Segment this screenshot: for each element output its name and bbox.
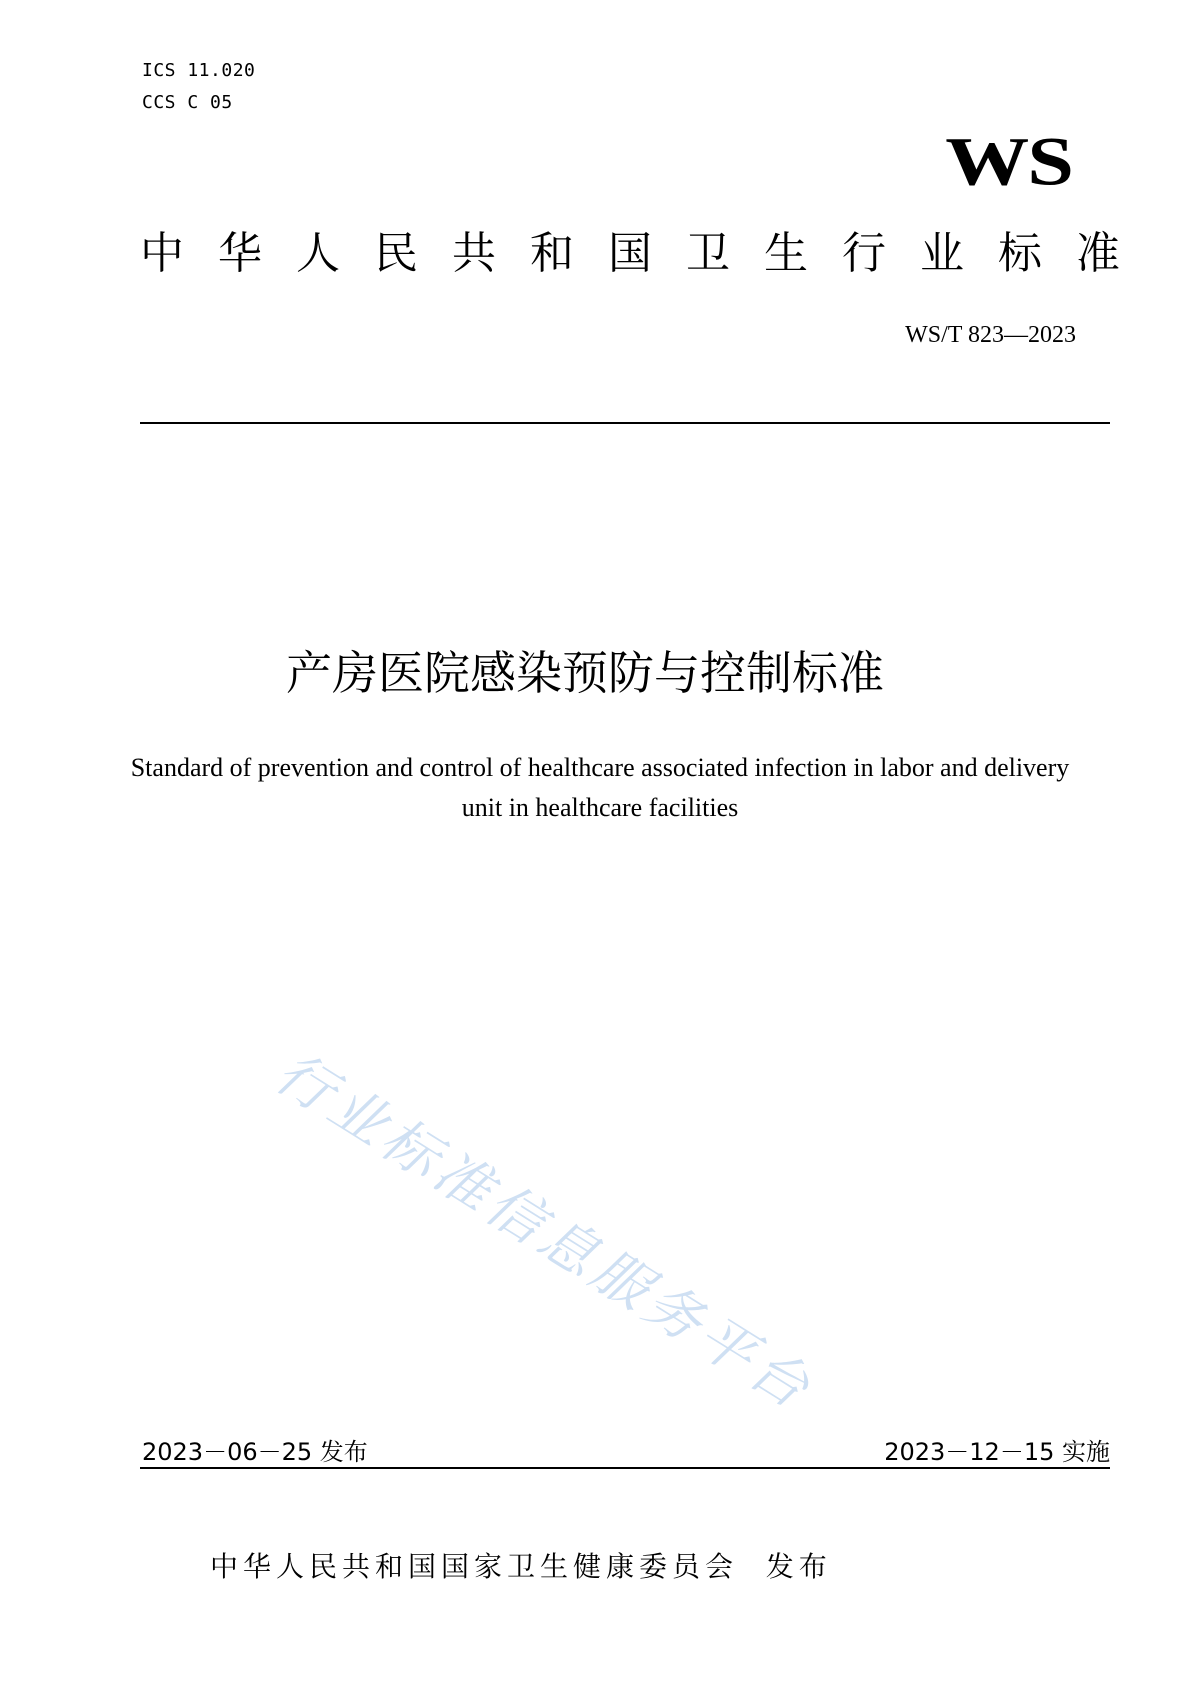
standard-number: WS/T 823—2023 <box>905 322 1076 348</box>
publisher: 中华人民共和国国家卫生健康委员会 发布 <box>210 1550 832 1583</box>
effective-date: 2023－12－15 实施 <box>884 1438 1110 1466</box>
industry-title-char: 人 <box>296 228 340 279</box>
industry-title-char: 华 <box>218 228 262 279</box>
header-divider <box>140 422 1110 424</box>
ics-code: ICS 11.020 <box>142 60 256 81</box>
industry-title-char: 共 <box>452 228 496 279</box>
industry-title-char: 准 <box>1076 228 1120 279</box>
industry-title-char: 业 <box>920 228 964 279</box>
industry-title-char: 和 <box>530 228 574 279</box>
industry-title-char: 卫 <box>686 228 730 279</box>
footer-divider <box>140 1467 1110 1469</box>
industry-title-char: 行 <box>842 228 886 279</box>
release-date: 2023－06－25 发布 <box>142 1438 368 1466</box>
industry-title-char: 标 <box>998 228 1042 279</box>
document-title: 产房医院感染预防与控制标准 <box>286 646 884 700</box>
ccs-code: CCS C 05 <box>142 92 233 113</box>
ws-logo: WS <box>945 123 1072 201</box>
industry-title-char: 中 <box>140 228 184 279</box>
english-title: Standard of prevention and control of healthcare associated infection in labor and delivery unit in healthcare facilities <box>130 753 1070 822</box>
industry-title-char: 国 <box>608 228 652 279</box>
industry-title-char: 生 <box>764 228 808 279</box>
watermark: 行业标准信息服务平台 <box>264 1040 825 1424</box>
industry-standard-title <box>140 228 1120 279</box>
industry-title-char: 民 <box>374 228 418 279</box>
